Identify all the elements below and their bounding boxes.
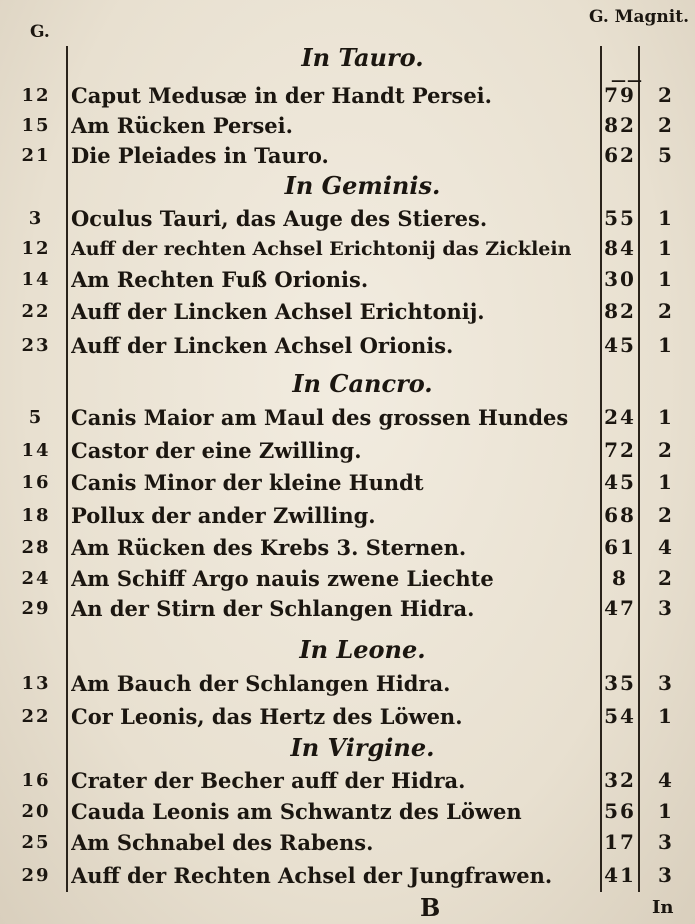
table-row xyxy=(0,331,695,361)
day-number: 29 xyxy=(21,865,51,886)
degree-value: 82 xyxy=(604,113,636,137)
star-description: Castor der eine Zwilling. xyxy=(71,438,362,463)
degree-value: 62 xyxy=(604,143,636,167)
degree-value: 35 xyxy=(604,671,636,695)
star-description: Am Schnabel des Rabens. xyxy=(71,830,374,855)
magnitude-value: 1 xyxy=(658,236,672,260)
day-number: 14 xyxy=(21,440,51,461)
degree-value: 79 xyxy=(604,83,636,107)
day-number: 12 xyxy=(21,85,51,106)
header-right-label: G. Magnit. xyxy=(588,7,689,27)
degree-overbar: —— xyxy=(611,71,643,89)
star-description: Am Rücken Persei. xyxy=(71,113,293,138)
star-description: Auff der Lincken Achsel Orionis. xyxy=(71,333,454,358)
star-description: Caput Medusæ in der Handt Persei. xyxy=(71,83,492,108)
magnitude-value: 3 xyxy=(658,863,672,887)
day-number: 20 xyxy=(21,801,51,822)
star-description: Am Rechten Fuß Orionis. xyxy=(71,267,369,292)
table-row xyxy=(0,81,695,111)
table-row xyxy=(0,468,695,498)
table-row xyxy=(0,594,695,624)
degree-value: 56 xyxy=(604,799,636,823)
star-description: An der Stirn der Schlangen Hidra. xyxy=(71,596,475,621)
day-number: 23 xyxy=(21,335,51,356)
day-number: 3 xyxy=(28,208,44,229)
star-description: Am Rücken des Krebs 3. Sternen. xyxy=(71,535,467,560)
magnitude-value: 5 xyxy=(658,143,672,167)
magnitude-value: 3 xyxy=(658,671,672,695)
day-number: 25 xyxy=(21,832,51,853)
degree-value: 61 xyxy=(604,535,636,559)
table-row xyxy=(0,669,695,699)
table-row xyxy=(0,797,695,827)
table-row xyxy=(0,234,695,264)
table-row xyxy=(0,436,695,466)
degree-value: 55 xyxy=(604,206,636,230)
header-left-label: G. xyxy=(30,22,50,42)
magnitude-value: 1 xyxy=(658,267,672,291)
day-number: 18 xyxy=(21,505,51,526)
day-number: 24 xyxy=(21,568,51,589)
day-number: 15 xyxy=(21,115,51,136)
table-row xyxy=(0,204,695,234)
day-number: 12 xyxy=(21,238,51,259)
signature-mark: B xyxy=(420,893,441,922)
degree-value: 24 xyxy=(604,405,636,429)
degree-value: 47 xyxy=(604,596,636,620)
degree-value: 68 xyxy=(604,503,636,527)
star-description: Die Pleiades in Tauro. xyxy=(71,143,329,168)
day-number: 29 xyxy=(21,598,51,619)
magnitude-value: 1 xyxy=(658,470,672,494)
table-row xyxy=(0,564,695,594)
star-description: Am Bauch der Schlangen Hidra. xyxy=(71,671,451,696)
star-description: Auff der Lincken Achsel Erichtonij. xyxy=(71,299,485,324)
star-description: Auff der rechten Achsel Erichtonij das Zicklein xyxy=(71,238,572,260)
magnitude-value: 1 xyxy=(658,206,672,230)
degree-value: 17 xyxy=(604,830,636,854)
degree-value: 82 xyxy=(604,299,636,323)
magnitude-value: 2 xyxy=(658,503,672,527)
section-heading-cancro: In Cancro. xyxy=(292,369,433,398)
table-row xyxy=(0,702,695,732)
magnitude-value: 2 xyxy=(658,83,672,107)
degree-value: 54 xyxy=(604,704,636,728)
magnitude-value: 2 xyxy=(658,113,672,137)
day-number: 16 xyxy=(21,472,51,493)
day-number: 22 xyxy=(21,301,51,322)
magnitude-value: 3 xyxy=(658,596,672,620)
section-heading-geminis: In Geminis. xyxy=(284,171,441,200)
star-description: Canis Maior am Maul des grossen Hundes xyxy=(71,405,569,430)
table-row xyxy=(0,501,695,531)
catchword: In xyxy=(652,897,674,918)
table-row xyxy=(0,111,695,141)
table-row xyxy=(0,533,695,563)
degree-value: 32 xyxy=(604,768,636,792)
day-number: 14 xyxy=(21,269,51,290)
degree-value: 30 xyxy=(604,267,636,291)
magnitude-value: 4 xyxy=(658,768,672,792)
table-row xyxy=(0,265,695,295)
star-description: Cauda Leonis am Schwantz des Löwen xyxy=(71,799,522,824)
degree-value: 45 xyxy=(604,333,636,357)
table-row xyxy=(0,861,695,891)
magnitude-value: 1 xyxy=(658,799,672,823)
table-row xyxy=(0,403,695,433)
table-row xyxy=(0,766,695,796)
magnitude-value: 3 xyxy=(658,830,672,854)
day-number: 21 xyxy=(21,145,51,166)
magnitude-value: 4 xyxy=(658,535,672,559)
star-description: Pollux der ander Zwilling. xyxy=(71,503,376,528)
section-heading-tauro: In Tauro. xyxy=(301,43,424,72)
magnitude-value: 1 xyxy=(658,333,672,357)
day-number: 28 xyxy=(21,537,51,558)
star-description: Crater der Becher auff der Hidra. xyxy=(71,768,466,793)
star-description: Am Schiff Argo nauis zwene Liechte xyxy=(71,566,494,591)
day-number: 5 xyxy=(28,407,44,428)
day-number: 13 xyxy=(21,673,51,694)
star-description: Auff der Rechten Achsel der Jungfrawen. xyxy=(71,863,553,888)
table-row xyxy=(0,141,695,171)
table-row xyxy=(0,297,695,327)
magnitude-value: 1 xyxy=(658,405,672,429)
degree-value: 41 xyxy=(604,863,636,887)
star-description: Cor Leonis, das Hertz des Löwen. xyxy=(71,704,463,729)
degree-value: 72 xyxy=(604,438,636,462)
day-number: 16 xyxy=(21,770,51,791)
degree-value: 8 xyxy=(612,566,628,590)
magnitude-value: 1 xyxy=(658,704,672,728)
degree-value: 84 xyxy=(604,236,636,260)
section-heading-leone: In Leone. xyxy=(299,635,426,664)
star-description: Oculus Tauri, das Auge des Stieres. xyxy=(71,206,488,231)
star-description: Canis Minor der kleine Hundt xyxy=(71,470,424,495)
magnitude-value: 2 xyxy=(658,438,672,462)
magnitude-value: 2 xyxy=(658,299,672,323)
degree-value: 45 xyxy=(604,470,636,494)
section-heading-virgine: In Virgine. xyxy=(290,733,435,762)
magnitude-value: 2 xyxy=(658,566,672,590)
day-number: 22 xyxy=(21,706,51,727)
table-row xyxy=(0,828,695,858)
